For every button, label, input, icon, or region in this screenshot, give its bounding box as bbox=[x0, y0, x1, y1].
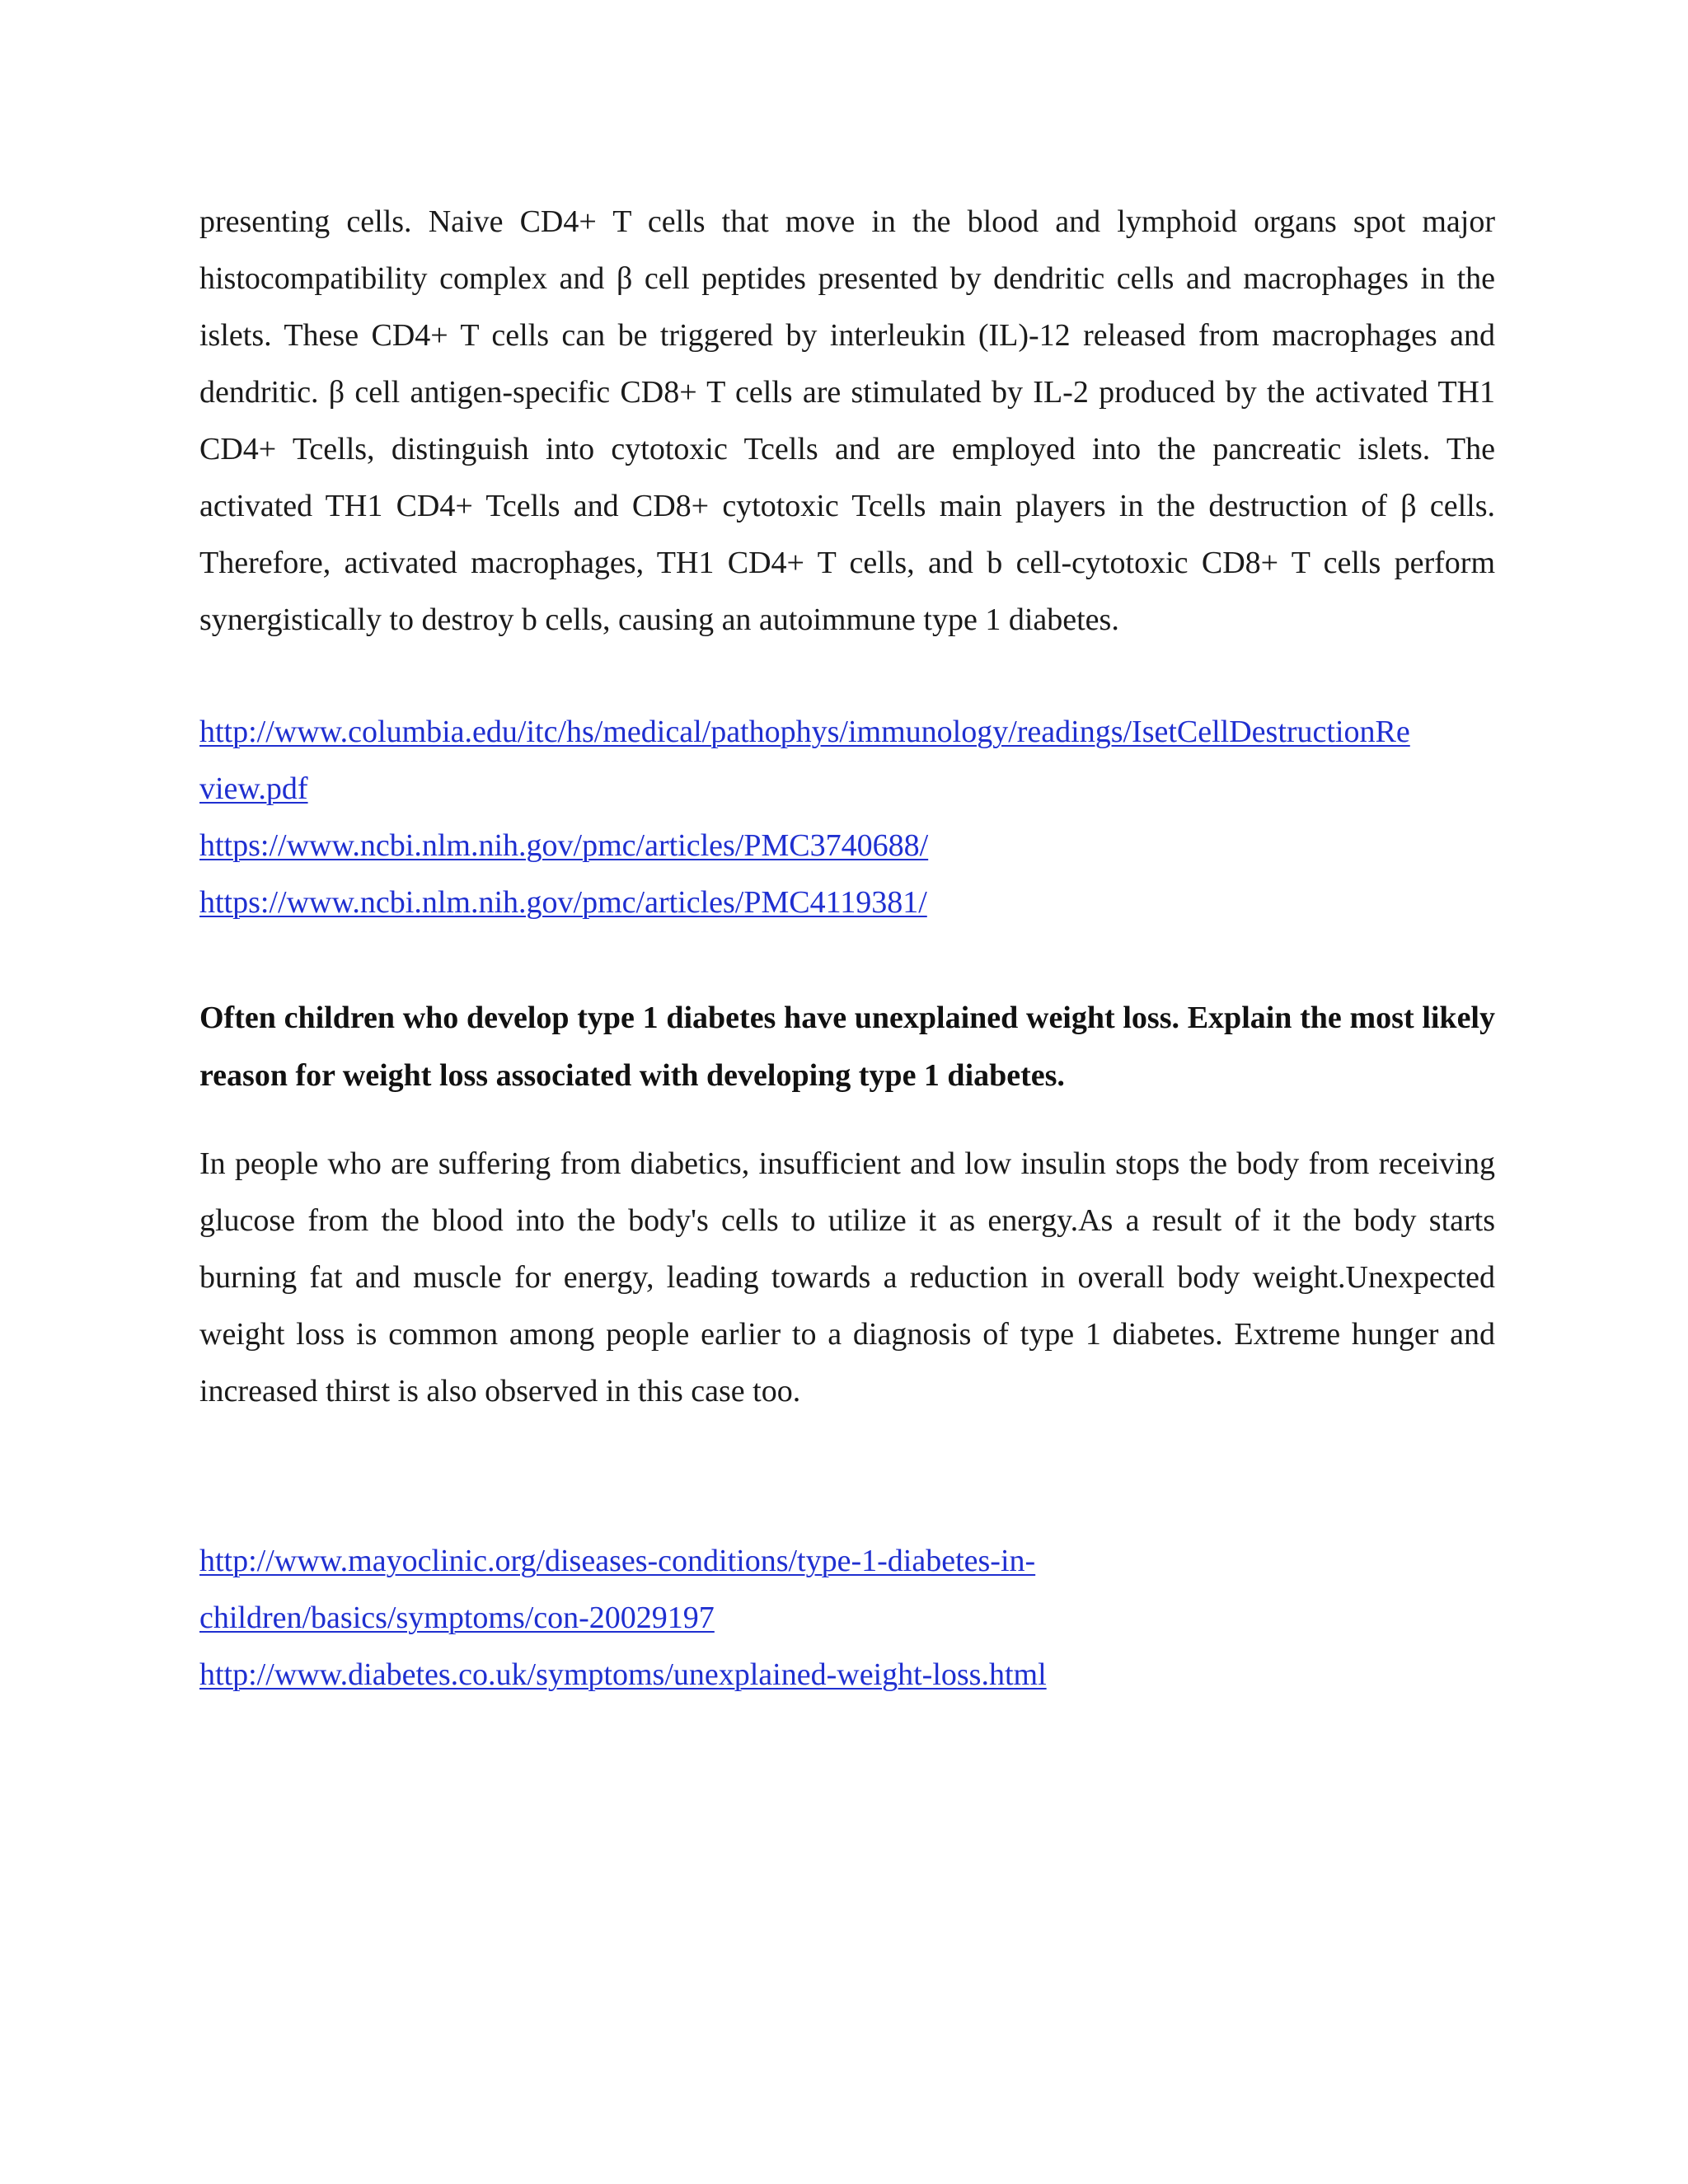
ncbi-link-2[interactable]: https://www.ncbi.nlm.nih.gov/pmc/articles/PMC4119381/ bbox=[199, 885, 927, 920]
document-body bbox=[199, 194, 1495, 1704]
mayoclinic-link-line-1[interactable]: http://www.mayoclinic.org/diseases-conditions/type-1-diabetes-in- bbox=[199, 1544, 1036, 1578]
columbia-link-line-1[interactable]: http://www.columbia.edu/itc/hs/medical/pathophys/immunology/readings/IsetCellDestructionRe bbox=[199, 715, 1410, 749]
spacer bbox=[199, 931, 1495, 989]
reference-links-2 bbox=[199, 1533, 1495, 1704]
answer-paragraph: In people who are suffering from diabetics, insufficient and low insulin stops the body from receiving glucose from the blood into the body's cells to utilize it as energy.As a result of it the body starts burning fat and muscle for energy, leading towards a reduction in overall body weight.Unexpected weight loss is common among people earlier to a diagnosis of type 1 diabetes. Extreme hunger and increased thirst is also observed in this case too. bbox=[199, 1146, 1495, 1408]
spacer bbox=[199, 649, 1495, 704]
spacer bbox=[199, 1420, 1495, 1533]
question-heading: Often children who develop type 1 diabetes have unexplained weight loss. Explain the most likely reason for weight loss associated with developing type 1 diabetes. bbox=[199, 1001, 1495, 1093]
mayoclinic-link-line-2[interactable]: children/basics/symptoms/con-20029197 bbox=[199, 1601, 715, 1635]
ncbi-link-1[interactable]: https://www.ncbi.nlm.nih.gov/pmc/articles/PMC3740688/ bbox=[199, 828, 929, 863]
immune-mechanism-paragraph: presenting cells. Naive CD4+ T cells that move in the blood and lymphoid organs spot major histocompatibility complex and β cell peptides presented by dendritic cells and macrophages in the islets. These CD4+ T cells can be triggered by interleukin (IL)-12 released from macrophages and dendritic. β cell antigen-specific CD8+ T cells are stimulated by IL-2 produced by the activated TH1 CD4+ Tcells, distinguish into cytotoxic Tcells and are employed into the pancreatic islets. The activated TH1 CD4+ Tcells and CD8+ cytotoxic Tcells main players in the destruction of β cells. Therefore, activated macrophages, TH1 CD4+ T cells, and b cell-cytotoxic CD8+ T cells perform synergistically to destroy b cells, causing an autoimmune type 1 diabetes. bbox=[199, 204, 1495, 637]
columbia-link-line-2[interactable]: view.pdf bbox=[199, 771, 308, 806]
reference-links-1 bbox=[199, 704, 1495, 931]
spacer bbox=[199, 1104, 1495, 1136]
diabetes-uk-link[interactable]: http://www.diabetes.co.uk/symptoms/unexplained-weight-loss.html bbox=[199, 1657, 1047, 1692]
